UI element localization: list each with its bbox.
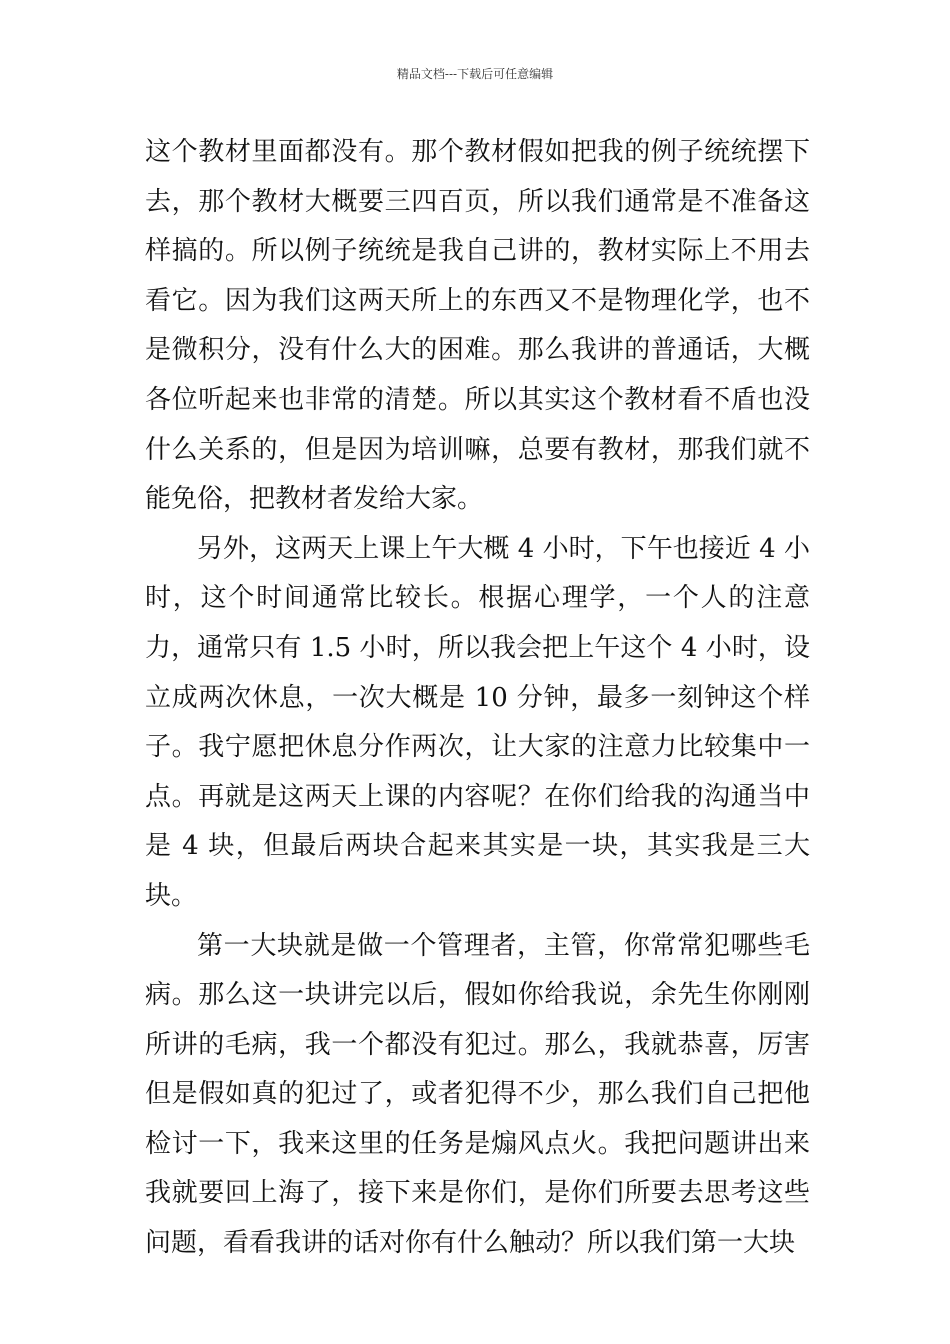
paragraph-2: 另外，这两天上课上午大概 4 小时，下午也接近 4 小时，这个时间通常比较长。根据心理学，一个人的注意力，通常只有 1.5 小时，所以我会把上午这个 4 小时，设立成两次休息，一次大概是 10 分钟，最多一刻钟这个样子。我宁愿把休息分作两次，让大家的注意力比较集中一点。再就是这两天上课的内容呢？在你们给我的沟通当中是 4 块，但最后两块合起来其实是一块，其实我是三大块。 <box>145 533 810 911</box>
paragraph-1: 这个教材里面都没有。那个教材假如把我的例子统统摆下去，那个教材大概要三四百页，所以我们通常是不准备这样搞的。所以例子统统是我自己讲的，教材实际上不用去看它。因为我们这两天所上的东西又不是物理化学，也不是微积分，没有什么大的困难。那么我讲的普通话，大概各位听起来也非常的清楚。所以其实这个教材看不盾也没什么关系的，但是因为培训嘛，总要有教材，那我们就不能免俗，把教材者发给大家。 <box>145 137 810 515</box>
paragraph-3: 第一大块就是做一个管理者，主管，你常常犯哪些毛病。那么这一块讲完以后，假如你给我说，余先生你刚刚所讲的毛病，我一个都没有犯过。那么，我就恭喜，厉害但是假如真的犯过了，或者犯得不少，那么我们自己把他检讨一下，我来这里的任务是煽风点火。我把问题讲出来我就要回上海了，接下来是你们，是你们所要去思考这些问题，看看我讲的话对你有什么触动？所以我们第一大块 <box>145 930 810 1259</box>
document-body <box>145 128 810 1269</box>
page-header: 精品文档---下载后可任意编辑 <box>396 67 554 81</box>
